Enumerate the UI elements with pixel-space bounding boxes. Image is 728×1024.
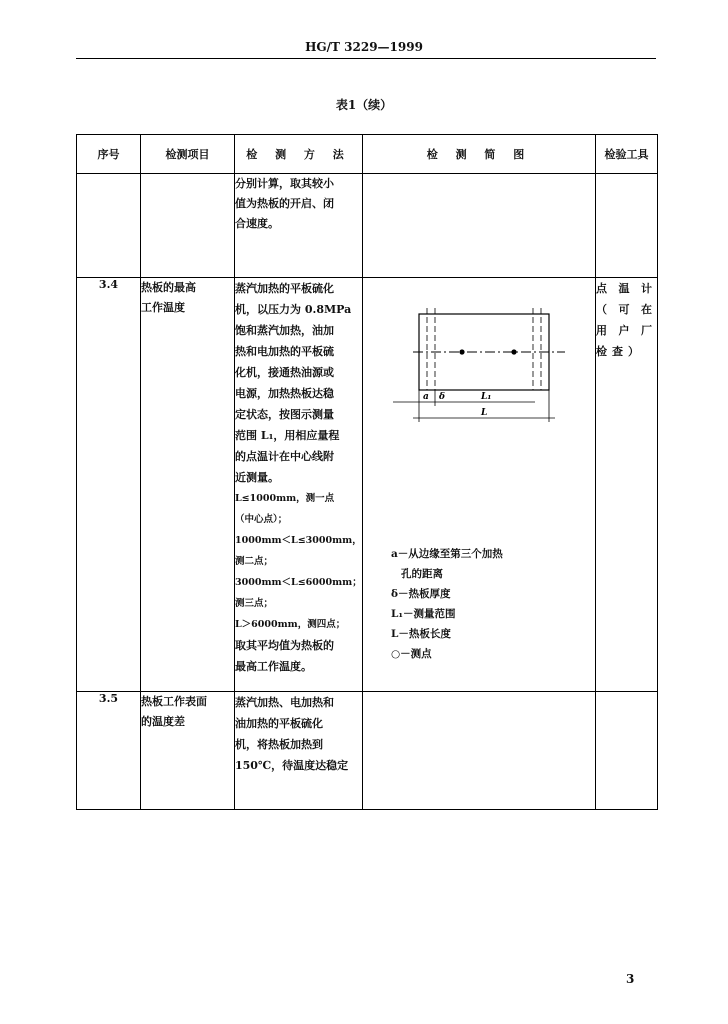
method-line: 范围 L₁，用相应量程 [235, 429, 340, 442]
measure-point [511, 349, 516, 354]
method-line: 饱和蒸汽加热，油加 [235, 324, 334, 337]
label-delta: δ [439, 392, 446, 402]
method-rule-line: L＞6000mm，测四点； [235, 619, 346, 630]
row-tool: 点温计（可在用户厂检查） [596, 278, 658, 692]
row-diagram [363, 692, 596, 810]
row-tool [596, 692, 658, 810]
table-row [77, 278, 658, 692]
col-diagram: 检 测 简 图 [363, 135, 596, 174]
diagram-legend [391, 544, 503, 664]
method-rule-line: 测三点； [235, 598, 274, 609]
legend-item: L₁－测量范围 [391, 608, 456, 620]
table-row [77, 174, 658, 278]
inspection-table [76, 134, 658, 810]
row-method [235, 174, 363, 278]
method-line: 定状态，按图示测量 [235, 408, 334, 421]
row-seq: 3.4 [77, 278, 141, 692]
row-item [141, 278, 235, 692]
measure-point [459, 349, 464, 354]
standard-code: HG/T 3229—1999 [305, 40, 423, 54]
table-title: 表1（续） [335, 98, 393, 112]
method-rule-line: 测二点； [235, 556, 274, 567]
method-line: 取其平均值为热板的 [235, 639, 334, 652]
method-line: 值为热板的开启、闭 [235, 197, 334, 210]
method-line: 蒸汽加热的平板硫化 [235, 282, 334, 295]
method-rule-line: 1000mm＜L≤3000mm， [235, 535, 362, 546]
method-line: 近测量。 [235, 471, 279, 484]
header-rule [76, 58, 656, 59]
method-rule-line: 3000mm＜L≤6000mm； [235, 577, 362, 588]
legend-item: a－从边缘至第三个加热 [391, 548, 503, 560]
item-line: 工作温度 [141, 301, 185, 314]
col-seq: 序号 [77, 135, 141, 174]
item-line: 热板的最高 [141, 281, 196, 294]
label-l: L [481, 408, 488, 418]
item-line: 的温度差 [141, 715, 185, 728]
table-header-row [77, 135, 658, 174]
row-diagram [363, 174, 596, 278]
legend-item: L－热板长度 [391, 628, 451, 640]
row-seq [77, 174, 141, 278]
col-tool: 检验工具 [596, 135, 658, 174]
row-method [235, 278, 363, 692]
method-line: 最高工作温度。 [235, 660, 312, 673]
label-a: a [423, 392, 429, 402]
method-line: 蒸汽加热、电加热和 [235, 696, 334, 709]
method-line: 的点温计在中心线附 [235, 450, 334, 463]
legend-item: δ－热板厚度 [391, 588, 451, 600]
method-line: 机，以压力为 0.8MPa [235, 303, 352, 316]
method-rule-line: （中心点）； [235, 514, 288, 525]
legend-item: 孔的距离 [401, 568, 443, 580]
method-line: 电源，加热热板达稳 [235, 387, 334, 400]
row-diagram [363, 278, 596, 692]
label-l1: L₁ [481, 392, 492, 402]
row-item [141, 174, 235, 278]
method-line: 150℃，待温度达稳定 [235, 759, 349, 772]
row-tool [596, 174, 658, 278]
row-item [141, 692, 235, 810]
col-method: 检 测 方 法 [235, 135, 363, 174]
measurement-diagram [363, 278, 595, 688]
method-line: 合速度。 [235, 217, 279, 230]
col-item: 检测项目 [141, 135, 235, 174]
method-line: 分别计算，取其较小 [235, 177, 334, 190]
method-line: 热和电加热的平板硫 [235, 345, 334, 358]
method-line: 化机，接通热油源或 [235, 366, 334, 379]
page-number: 3 [626, 972, 635, 986]
method-line: 油加热的平板硫化 [235, 717, 323, 730]
method-line: 机，将热板加热到 [235, 738, 323, 751]
table-row [77, 692, 658, 810]
row-seq: 3.5 [77, 692, 141, 810]
legend-item: ○－测点 [391, 648, 432, 660]
row-method [235, 692, 363, 810]
heating-plate-diagram [363, 278, 596, 438]
item-line: 热板工作表面 [141, 695, 207, 708]
method-rule-line: L≤1000mm，测一点 [235, 493, 335, 504]
